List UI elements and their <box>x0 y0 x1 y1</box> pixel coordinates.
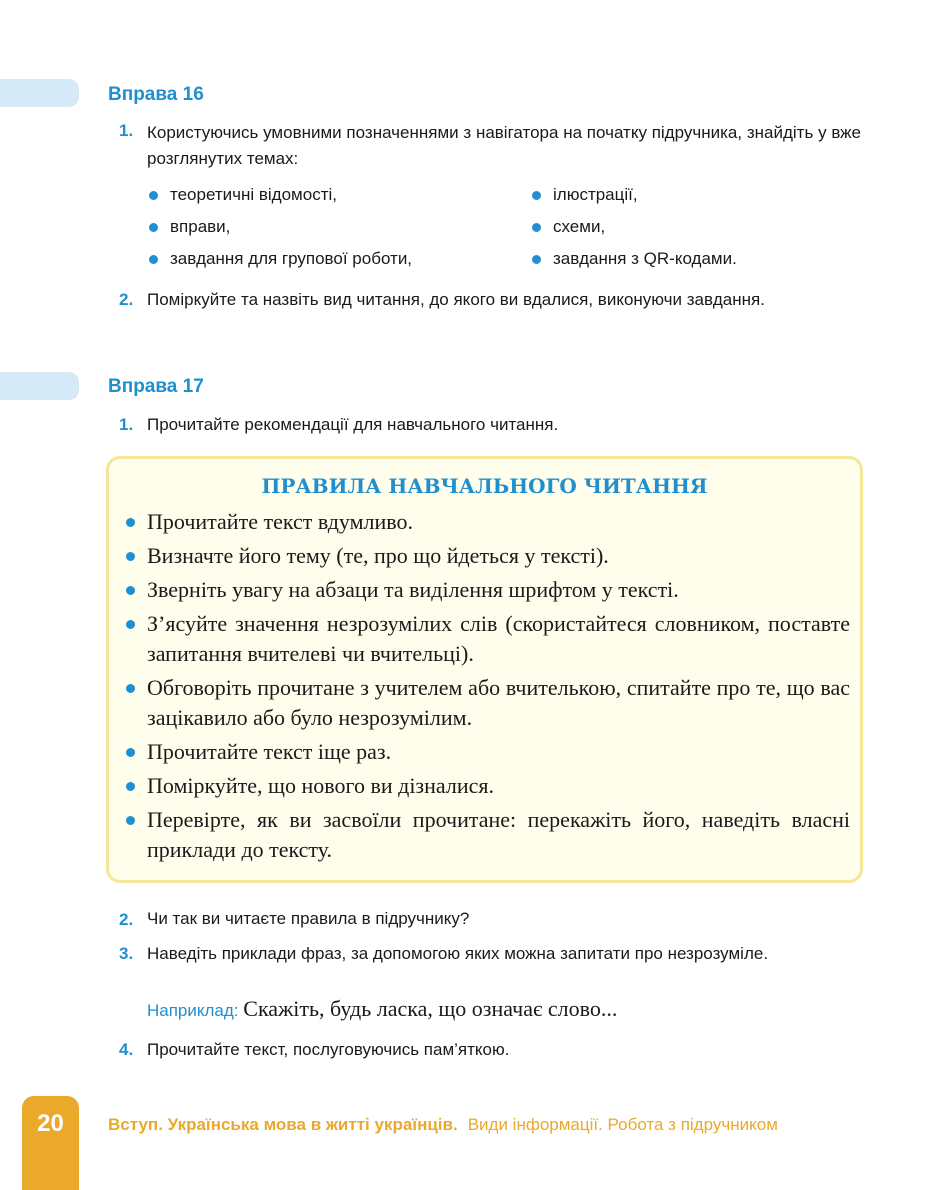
page-number: 20 <box>37 1110 64 1137</box>
rule-item: Перевірте, як ви засвоїли прочитане: перекажіть його, наведіть власні приклади до тексту. <box>147 805 850 865</box>
page-number-box <box>22 1096 79 1190</box>
exercise-17-item-2-number: 2. <box>119 910 134 929</box>
exercise-17-item-2-text: Чи так ви читаєте правила в підручнику? <box>147 909 470 928</box>
exercise-17-item-4-number: 4. <box>119 1040 134 1059</box>
exercise-17-item-3-number: 3. <box>119 944 134 963</box>
rule-item: Поміркуйте, що нового ви дізналися. <box>147 771 850 801</box>
rules-box-title: ПРАВИЛА НАВЧАЛЬНОГО ЧИТАННЯ <box>261 474 708 498</box>
exercise-17-title: Вправа 17 <box>108 376 204 397</box>
list-item: схеми, <box>553 214 605 240</box>
section-tab-decoration <box>0 79 79 107</box>
rule-item: Обговоріть прочитане з учителем або вчителькою, спитайте про те, що вас зацікавило або було незрозумілим. <box>147 673 850 733</box>
list-item: завдання для групової роботи, <box>170 246 412 272</box>
exercise-17-item-1-text: Прочитайте рекомендації для навчального читання. <box>147 415 559 434</box>
rules-box <box>106 456 863 883</box>
example-line <box>147 996 861 1024</box>
rule-item: З’ясуйте значення незрозумілих слів (скористайтеся словником, поставте запитання вчителеві чи вчительці). <box>147 609 850 669</box>
rule-item: Визначте його тему (те, про що йдеться у тексті). <box>147 541 850 571</box>
exercise-17-item-4-text: Прочитайте текст, послуговуючись пам’яткою. <box>147 1040 510 1059</box>
exercise-17-item-3-text: Наведіть приклади фраз, за допомогою яких можна запитати про незрозуміле. <box>147 944 769 963</box>
rule-item: Прочитайте текст іще раз. <box>147 737 850 767</box>
list-item: завдання з QR-кодами. <box>553 246 737 272</box>
list-item: ілюстрації, <box>553 182 638 208</box>
example-label: Наприклад: <box>147 1001 239 1020</box>
rule-item: Зверніть увагу на абзаци та виділення шрифтом у тексті. <box>147 575 850 605</box>
exercise-16-item-2-text: Поміркуйте та назвіть вид читання, до якого ви вдалися, виконуючи завдання. <box>147 290 765 309</box>
rule-item: Прочитайте текст вдумливо. <box>147 507 850 537</box>
exercise-16-item-1-number: 1. <box>119 121 134 140</box>
running-footer <box>108 1115 778 1135</box>
list-item: вправи, <box>170 214 230 240</box>
list-item: теоретичні відомості, <box>170 182 337 208</box>
exercise-17-item-1-number: 1. <box>119 415 134 434</box>
footer-topic: Види інформації. Робота з підручником <box>467 1115 778 1134</box>
footer-section: Вступ. Українська мова в житті українців. <box>108 1115 458 1134</box>
section-tab-decoration <box>0 372 79 400</box>
exercise-16-item-1-text: Користуючись умовними позначеннями з навігатора на початку підручника, знайдіть у вже розглянутих темах: <box>147 123 861 168</box>
exercise-16-title: Вправа 16 <box>108 84 204 105</box>
exercise-16-item-2-number: 2. <box>119 290 134 309</box>
example-text: Скажіть, будь ласка, що означає слово... <box>243 996 618 1021</box>
